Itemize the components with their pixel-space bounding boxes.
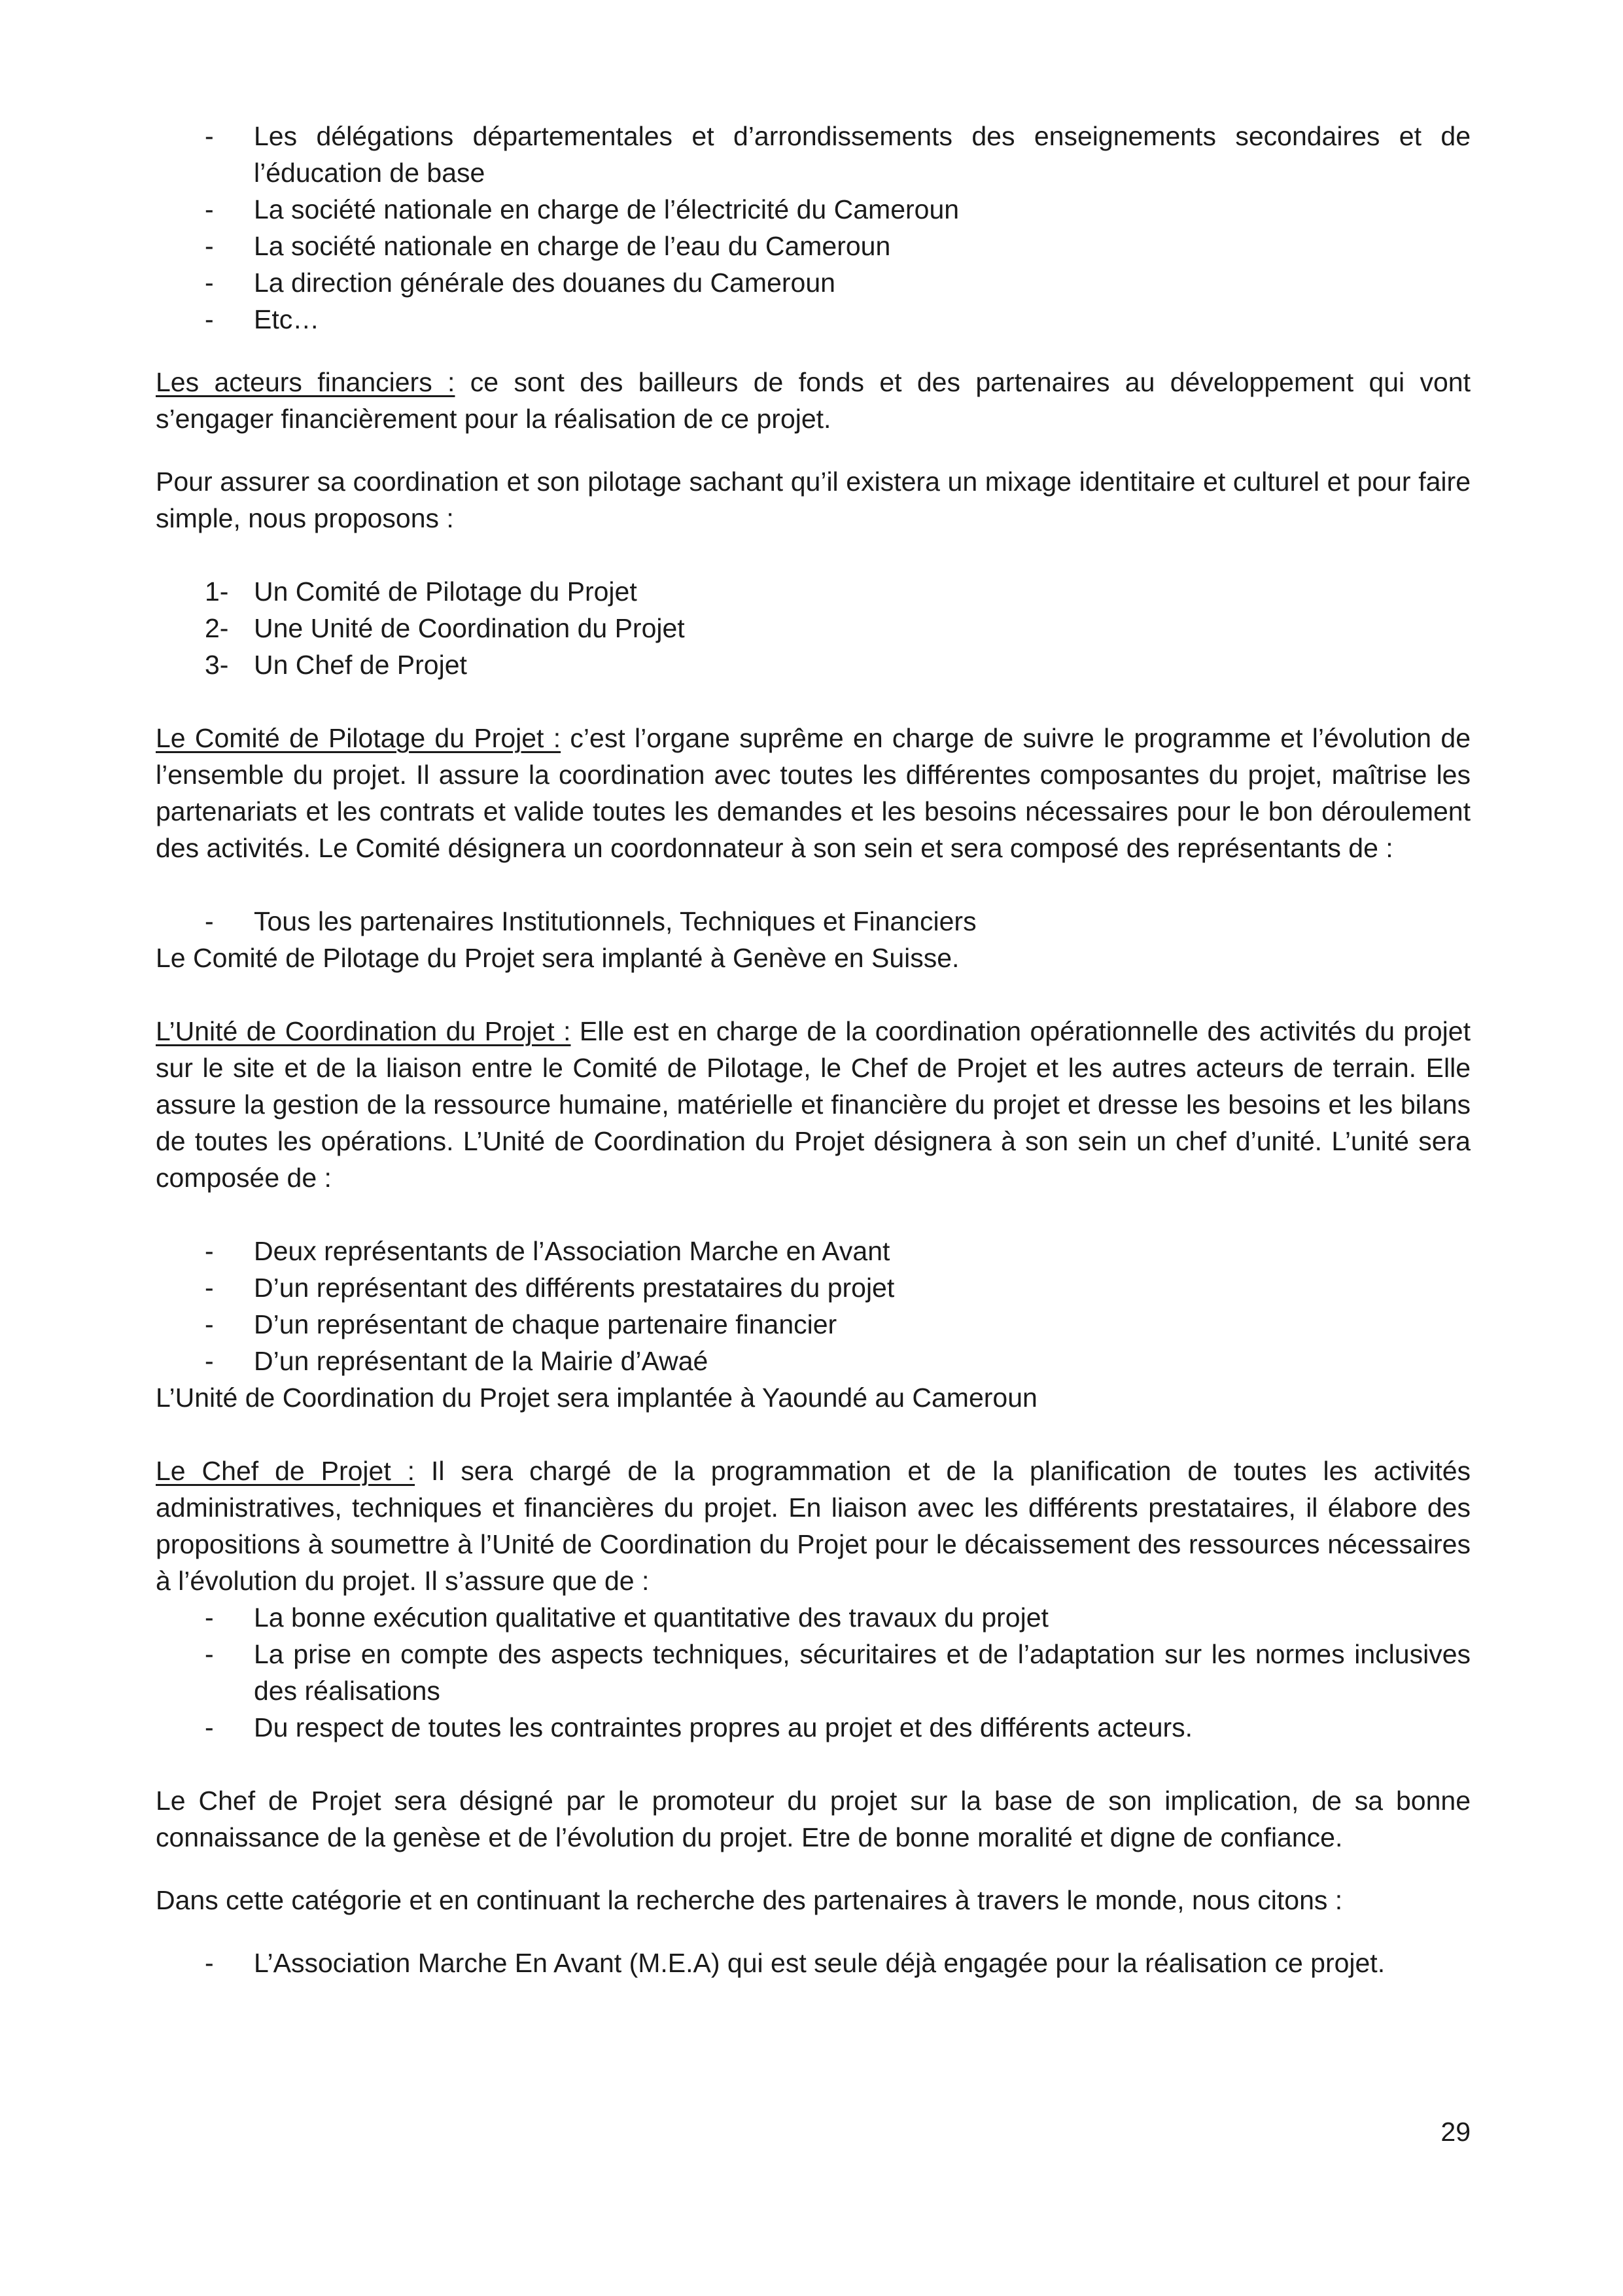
list-item: 1- Un Comité de Pilotage du Projet	[205, 576, 637, 607]
list-item: - Etc…	[205, 304, 320, 334]
unite-paragraph: L’Unité de Coordination du Projet : Elle est en charge de la coordination opérationnelle des activités du projet sur le site et de la liaison entre le Comité de Pilotage, le Chef de Projet et les autres acteurs de terrain. Elle assure la gestion de la ressource humaine, matérielle et financière du projet et dresse les besoins et les bilans de toutes les opérations. L’Unité de Coordination du Projet désignera à son sein un chef d’unité. L’unité sera composée de :	[156, 1016, 1471, 1193]
chef-heading: Le Chef de Projet :	[156, 1456, 415, 1486]
unite-heading: L’Unité de Coordination du Projet :	[156, 1016, 571, 1046]
list-item: - La bonne exécution qualitative et quantitative des travaux du projet	[205, 1602, 1049, 1633]
list-item: - Tous les partenaires Institutionnels, Techniques et Financiers	[205, 906, 977, 936]
institutions-list	[156, 118, 1471, 338]
comite-paragraph: Le Comité de Pilotage du Projet : c’est l’organe suprême en charge de suivre le programme et l’évolution de l’ensemble du projet. Il assure la coordination avec toutes les différentes composantes du projet, maîtrise les partenariats et les contrats et valide toutes les demandes et les besoins nécessaires pour le bon déroulement des activités. Le Comité désignera un coordonnateur à son sein et sera composé des représentants de :	[156, 723, 1471, 863]
list-item: - Du respect de toutes les contraintes propres au projet et des différents acteurs.	[205, 1712, 1193, 1742]
list-item: - La direction générale des douanes du Cameroun	[205, 268, 835, 298]
partners-intro: Dans cette catégorie et en continuant la recherche des partenaires à travers le monde, nous citons :	[156, 1885, 1343, 1915]
list-item: - D’un représentant de la Mairie d’Awaé	[205, 1346, 708, 1376]
list-item: 3- Un Chef de Projet	[205, 650, 467, 680]
page-number: 29	[1440, 2117, 1471, 2147]
financiers-paragraph: Les acteurs financiers : ce sont des bailleurs de fonds et des partenaires au développement qui vont s’engager financièrement pour la réalisation de ce projet.	[156, 367, 1471, 434]
list-item: - L’Association Marche En Avant (M.E.A) qui est seule déjà engagée pour la réalisation ce projet.	[205, 1948, 1386, 1978]
chef-designation: Le Chef de Projet sera désigné par le promoteur du projet sur la base de son implication, de sa bonne connaissance de la genèse et de l’évolution du projet. Etre de bonne moralité et digne de confiance.	[156, 1786, 1471, 1852]
coordination-intro: Pour assurer sa coordination et son pilotage sachant qu’il existera un mixage identitaire et culturel et pour faire simple, nous proposons :	[156, 467, 1471, 533]
list-item: - La société nationale en charge de l’eau du Cameroun	[205, 231, 891, 261]
chef-paragraph: Le Chef de Projet : Il sera chargé de la programmation et de la planification de toutes les activités administratives, techniques et financières du projet. En liaison avec les différents prestataires, il élabore des propositions à soumettre à l’Unité de Coordination du Projet pour le décaissement des ressources nécessaires à l’évolution du projet. Il s’assure que de :	[156, 1456, 1471, 1596]
partners-list	[156, 1945, 1471, 1981]
list-item: - La société nationale en charge de l’électricité du Cameroun	[205, 194, 960, 224]
structures-list	[156, 573, 1471, 683]
comite-members-list	[156, 903, 1471, 940]
chef-duties-list	[156, 1599, 1471, 1746]
list-item: - D’un représentant des différents prestataires du projet	[205, 1273, 895, 1303]
financiers-heading: Les acteurs financiers :	[156, 367, 455, 397]
unite-members-list	[156, 1233, 1471, 1379]
comite-location: Le Comité de Pilotage du Projet sera implanté à Genève en Suisse.	[156, 943, 960, 973]
comite-heading: Le Comité de Pilotage du Projet :	[156, 723, 561, 753]
list-item: - D’un représentant de chaque partenaire financier	[205, 1309, 837, 1339]
list-item: - La prise en compte des aspects techniques, sécuritaires et de l’adaptation sur les normes inclusives des réalisations	[205, 1639, 1471, 1706]
list-item: - Les délégations départementales et d’arrondissements des enseignements secondaires et de l’éducation de base	[205, 121, 1471, 188]
list-item: - Deux représentants de l’Association Marche en Avant	[205, 1236, 890, 1266]
unite-location: L’Unité de Coordination du Projet sera implantée à Yaoundé au Cameroun	[156, 1383, 1038, 1413]
list-item: 2- Une Unité de Coordination du Projet	[205, 613, 685, 643]
page-content	[156, 118, 1471, 1981]
